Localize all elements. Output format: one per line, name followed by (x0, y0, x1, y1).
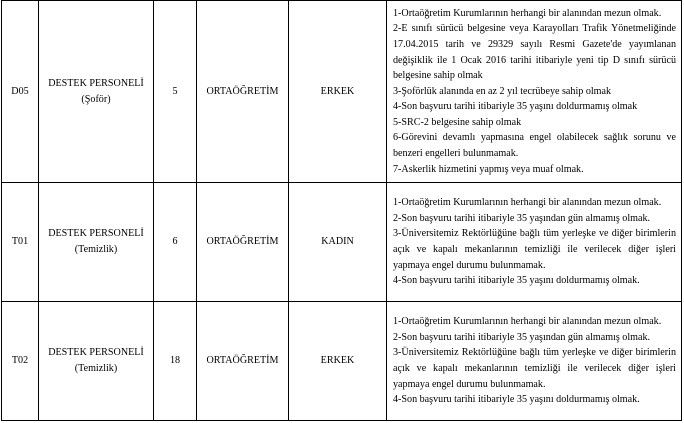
requirement-item: 1-Ortaöğretim Kurumlarının herhangi bir alanından mezun olmak. (393, 316, 662, 328)
position-title-cell (39, 302, 154, 421)
position-title-cell (39, 183, 154, 302)
position-quantity: 5 (154, 1, 197, 183)
position-title: DESTEK PERSONELİ (48, 77, 144, 89)
position-title-cell (39, 1, 154, 183)
requirement-item: 4-Son başvuru tarihi itibariyle 35 yaşını doldurmamış olmak. (393, 275, 640, 287)
requirement-item: 3-Şoförlük alanında en az 2 yıl tecrübeye sahip olmak (393, 85, 612, 97)
table-row (2, 302, 682, 421)
requirement-item: 3-Üniversitemiz Rektörlüğüne bağlı tüm yerleşke ve diğer birimlerin açık ve kapalı mekanlarının temizliği ile verilecek diğer işleri yapmaya engel durumu bulunmamak. (393, 347, 676, 390)
requirements-cell (387, 1, 682, 183)
position-code: T01 (2, 183, 39, 302)
position-subtitle: (Temizlik) (74, 244, 118, 255)
education-level: ORTAÖĞRETİM (197, 1, 289, 183)
requirement-item: 3-Üniversitemiz Rektörlüğüne bağlı tüm yerleşke ve diğer birimlerin açık ve kapalı mekanlarının temizliği ile verilecek diğer işleri yapmaya engel durumu bulunmamak. (393, 228, 676, 271)
requirement-item: 6-Görevini devamlı yapmasına engel olabilecek sağlık sorunu ve benzeri engelleri bulunmamak. (393, 132, 676, 160)
gender: ERKEK (289, 1, 387, 183)
requirements-cell (387, 183, 682, 302)
education-level: ORTAÖĞRETİM (197, 183, 289, 302)
requirement-item: 2-Son başvuru tarihi itibariyle 35 yaşından gün almamış olmak. (393, 212, 651, 224)
requirements-cell (387, 302, 682, 421)
gender: KADIN (289, 183, 387, 302)
position-title: DESTEK PERSONELİ (48, 228, 144, 240)
gender: ERKEK (289, 302, 387, 421)
requirement-item: 1-Ortaöğretim Kurumlarının herhangi bir alanından mezun olmak. (393, 7, 662, 19)
table-row (2, 183, 682, 302)
position-subtitle: (Temizlik) (74, 363, 118, 374)
requirement-item: 2-Son başvuru tarihi itibariyle 35 yaşından gün almamış olmak. (393, 331, 651, 343)
position-quantity: 18 (154, 302, 197, 421)
education-level: ORTAÖĞRETİM (197, 302, 289, 421)
table-row (2, 1, 682, 183)
position-code: D05 (2, 1, 39, 183)
requirement-item: 7-Askerlik hizmetini yapmış veya muaf olmak. (393, 163, 584, 175)
position-title: DESTEK PERSONELİ (48, 347, 144, 359)
requirement-item: 1-Ortaöğretim Kurumlarının herhangi bir alanından mezun olmak. (393, 197, 662, 209)
position-subtitle: (Şoför) (81, 93, 111, 105)
requirement-item: 2-E sınıfı sürücü belgesine veya Karayolları Trafik Yönetmeliğinde 17.04.2015 tarih ve 29329 sayılı Resmi Gazete'de yayımlanan değişiklik ile 1 Ocak 2016 tarihi itibariyle yeni tip D sınıfı sürücü belgesine sahip olmak (393, 23, 676, 82)
requirement-item: 4-Son başvuru tarihi itibariyle 35 yaşını doldurmamış olmak. (393, 394, 640, 406)
position-quantity: 6 (154, 183, 197, 302)
requirement-item: 4-Son başvuru tarihi itibariyle 35 yaşını doldurmamış olmak (393, 101, 638, 113)
requirement-item: 5-SRC-2 belgesine sahip olmak (393, 116, 522, 128)
position-code: T02 (2, 302, 39, 421)
positions-table (1, 0, 682, 421)
